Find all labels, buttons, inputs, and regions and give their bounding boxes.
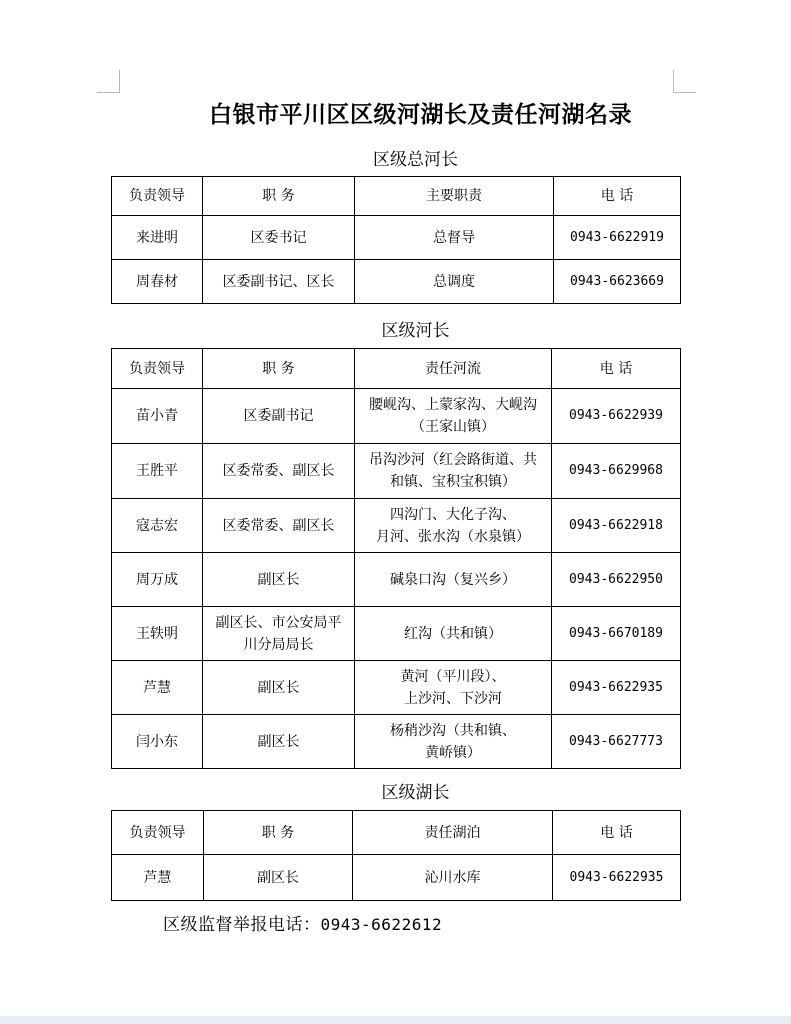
leader-position: 区委副书记 (203, 389, 355, 444)
table-row (112, 855, 681, 901)
header-cell: 负责领导 (112, 349, 203, 389)
leader-name: 闫小东 (112, 715, 203, 769)
leader-name: 芦慧 (112, 661, 203, 715)
river-line: 杨稍沙沟（共和镇、 (390, 722, 516, 739)
river-line: （王家山镇） (411, 419, 495, 435)
table-row (112, 607, 681, 661)
table-row (112, 553, 681, 607)
leader-name: 苗小青 (112, 389, 203, 444)
phone-number: 0943-6627773 (552, 715, 681, 769)
table-row (112, 260, 681, 304)
phone-number: 0943-6622918 (552, 499, 681, 553)
leader-position: 副区长 (203, 553, 355, 607)
responsible-river (355, 661, 552, 715)
header-cell: 主要职责 (355, 177, 554, 216)
phone-number: 0943-6622935 (553, 855, 681, 901)
leader-name: 周春材 (112, 260, 203, 304)
leader-position: 副区长 (203, 715, 355, 769)
leader-position: 区委常委、副区长 (203, 444, 355, 499)
header-cell: 职 务 (203, 349, 355, 389)
table-row (112, 661, 681, 715)
leader-position: 区委书记 (203, 216, 355, 260)
responsible-river: 红沟（共和镇） (355, 607, 552, 661)
responsible-river (355, 389, 552, 444)
phone-number: 0943-6670189 (552, 607, 681, 661)
leader-name: 王轶明 (112, 607, 203, 661)
hotline-number: 0943-6622612 (320, 915, 443, 934)
header-cell: 电 话 (554, 177, 681, 216)
document-title: 白银市平川区区级河湖长及责任河湖名录 (209, 102, 632, 128)
header-cell: 责任湖泊 (353, 811, 553, 855)
window-bottom-strip (0, 1016, 791, 1024)
table-row (112, 444, 681, 499)
header-cell: 职 务 (204, 811, 353, 855)
table-row (112, 715, 681, 769)
table-row (112, 389, 681, 444)
river-line: 吊沟沙河（红会路街道、共 (369, 452, 537, 468)
responsible-river (355, 499, 552, 553)
leader-name: 王胜平 (112, 444, 203, 499)
general-chief-table (111, 176, 681, 304)
phone-number: 0943-6623669 (554, 260, 681, 304)
header-cell: 职 务 (203, 177, 355, 216)
leader-name: 芦慧 (112, 855, 204, 901)
supervision-hotline (163, 910, 442, 935)
table-header-row (112, 811, 681, 855)
river-line: 四沟门、大化子沟、 (390, 506, 516, 523)
section-title-lake-chief: 区级湖长 (381, 783, 450, 803)
header-cell: 电 话 (552, 349, 681, 389)
responsible-river (355, 444, 552, 499)
responsible-lake: 沁川水库 (353, 855, 553, 901)
lake-chief-table (111, 810, 681, 901)
table-row (112, 216, 681, 260)
position-line: 副区长、市公安局平 (215, 614, 342, 631)
page-corner-mark-top-right (673, 70, 696, 93)
river-line: 腰岘沟、上蒙家沟、大岘沟 (369, 397, 537, 413)
responsible-river: 碱泉口沟（复兴乡） (355, 553, 552, 607)
phone-number: 0943-6622919 (554, 216, 681, 260)
phone-number: 0943-6629968 (552, 444, 681, 499)
river-line: 黄河（平川段）、 (400, 668, 506, 685)
page-corner-mark-top-left (97, 70, 120, 93)
leader-position: 区委常委、副区长 (203, 499, 355, 553)
leader-position: 副区长 (203, 661, 355, 715)
leader-name: 来进明 (112, 216, 203, 260)
river-line: 月河、张水沟（水泉镇） (376, 528, 530, 545)
river-line: 上沙河、下沙河 (404, 690, 502, 707)
header-cell: 责任河流 (355, 349, 552, 389)
leader-position: 区委副书记、区长 (203, 260, 355, 304)
phone-number: 0943-6622950 (552, 553, 681, 607)
section-title-general-chief: 区级总河长 (373, 150, 458, 170)
river-chief-table (111, 348, 681, 769)
phone-number: 0943-6622939 (552, 389, 681, 444)
section-title-river-chief: 区级河长 (381, 321, 450, 341)
leader-duty: 总督导 (355, 216, 554, 260)
river-line: 黄峤镇） (425, 744, 481, 761)
position-line: 川分局局长 (243, 636, 314, 653)
hotline-label: 区级监督举报电话： (163, 915, 321, 935)
leader-name: 周万成 (112, 553, 203, 607)
leader-name: 寇志宏 (112, 499, 203, 553)
table-header-row (112, 177, 681, 216)
header-cell: 负责领导 (112, 177, 203, 216)
leader-duty: 总调度 (355, 260, 554, 304)
leader-position (203, 607, 355, 661)
header-cell: 负责领导 (112, 811, 204, 855)
responsible-river (355, 715, 552, 769)
table-header-row (112, 349, 681, 389)
header-cell: 电 话 (553, 811, 681, 855)
table-row (112, 499, 681, 553)
phone-number: 0943-6622935 (552, 661, 681, 715)
leader-position: 副区长 (204, 855, 353, 901)
river-line: 和镇、宝积宝积镇） (390, 474, 516, 490)
